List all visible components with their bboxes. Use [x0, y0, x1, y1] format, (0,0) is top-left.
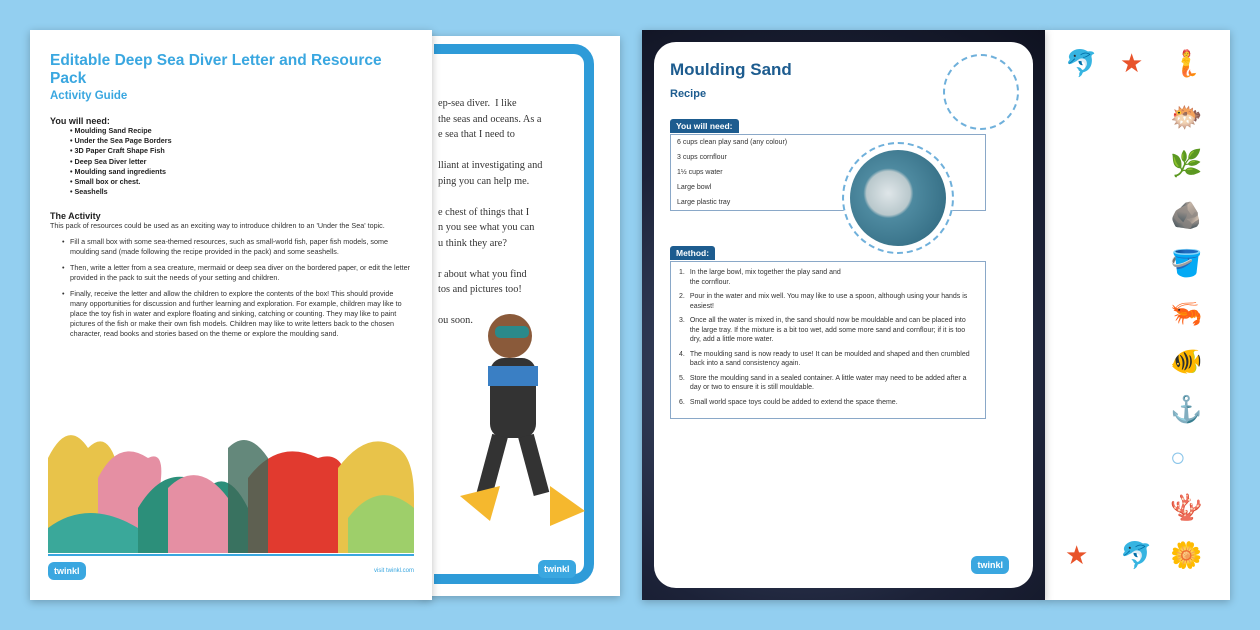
step-text: Store the moulding sand in a sealed container. A little water may need to be added after a day or two to ensure it is still mouldable. — [689, 374, 967, 391]
method-step — [679, 268, 977, 287]
step-text: Pour in the water and mix well. You may like to use a spoon, although using your hands is easiest! — [689, 293, 968, 310]
activity-guide-page — [30, 30, 432, 600]
pufferfish-icon: 🐡 — [1170, 102, 1203, 132]
page-subtitle: Activity Guide — [50, 90, 128, 102]
method-step — [679, 398, 977, 408]
twinkl-logo: twinkl — [538, 560, 576, 578]
letter-line: ep-sea diver. I like — [438, 98, 517, 109]
need-item: • Under the Sea Page Borders — [70, 136, 412, 146]
stickers-page — [1045, 30, 1230, 600]
moon-image — [842, 142, 954, 254]
starfish-icon: ★ — [1065, 540, 1089, 570]
need-item: • Deep Sea Diver letter — [70, 157, 412, 167]
need-heading: You will need: — [670, 119, 739, 133]
step-number: 4. — [679, 350, 685, 358]
seahorse-icon: 🌿 — [1170, 148, 1203, 178]
starfish-icon: ★ — [1120, 48, 1144, 78]
visit-link[interactable]: visit twinkl.com — [373, 568, 414, 574]
method-step — [679, 350, 977, 369]
twinkl-logo: twinkl — [48, 562, 86, 580]
ingredient-item: Large bowl — [677, 184, 712, 191]
diver-illustration — [440, 296, 610, 536]
letter-line: lliant at investigating and — [438, 160, 543, 171]
activity-item: • Then, write a letter from a sea creature, mermaid or deep sea diver on the bordered paper, or edit the letter provided in the pack to suit the needs of your setting and children. — [70, 263, 412, 283]
activity-list — [70, 237, 412, 339]
step-number: 3. — [679, 317, 685, 324]
method-heading: Method: — [670, 246, 715, 260]
letter-line: e chest of things that I — [438, 206, 530, 218]
activity-item: • Fill a small box with some sea-themed resources, such as small-world fish, paper fish models, some moulding sand (made following the recipe provided in the pack) and some seashells. — [70, 237, 412, 257]
page-title: Editable Deep Sea Diver Letter and Resource Pack — [50, 52, 382, 87]
step-text: Small world space toys could be added to extend the space theme. — [689, 398, 898, 406]
letter-line: n you see what you can — [438, 222, 535, 233]
ingredient-item: 1½ cups water — [677, 169, 723, 176]
need-item: • 3D Paper Craft Shape Fish — [70, 146, 412, 156]
recipe-subtitle: Recipe — [670, 88, 707, 100]
sponge-icon: 🌼 — [1170, 540, 1203, 570]
letter-line: r about what you find — [438, 268, 527, 280]
ingredient-item: 3 cups cornflour — [677, 154, 727, 161]
letter-line: e sea that I need to — [438, 129, 515, 140]
letter-page — [420, 36, 620, 596]
recipe-card — [654, 42, 1033, 588]
need-list — [70, 126, 412, 197]
need-item: • Moulding sand ingredients — [70, 167, 412, 177]
recipe-title: Moulding Sand — [670, 60, 792, 79]
need-heading: You will need: — [50, 116, 110, 126]
step-text: The moulding sand is now ready to use! It can be moulded and shaped and then crumbled back into a sand consistency again. — [689, 350, 970, 367]
dolphin-icon: 🐬 — [1120, 540, 1153, 570]
step-number: 1. — [679, 269, 685, 276]
step-number: 6. — [679, 398, 685, 406]
recipe-page — [642, 30, 1045, 600]
fish-icon: 🐠 — [1170, 346, 1203, 376]
mermaid-icon: 🧜 — [1170, 48, 1203, 78]
step-text: In the large bowl, mix together the play sand and the cornflour. — [689, 269, 841, 286]
letter-line: ou soon. — [438, 315, 473, 326]
letter-line: tos and pictures too! — [438, 284, 522, 295]
coral-icon: 🪸 — [1170, 492, 1203, 522]
need-item: • Small box or chest. — [70, 177, 412, 187]
need-item: • Seashells — [70, 187, 412, 197]
jar-icon — [943, 54, 1019, 130]
step-number: 5. — [679, 374, 685, 382]
page-footer — [48, 554, 414, 580]
method-step — [679, 292, 977, 311]
activity-item: • Finally, receive the letter and allow the children to explore the contents of the box! This should provide many opportunities for discussion and further learning and exploration. For example, children may like to place the toy fish in water and explore floating and sinking, catching or counting. They may like to paint pictures of the fish or make their own fish models. Children may like to write letters back to the chosen character, read books and stories based on the theme or explore the moulding sand. — [70, 289, 412, 339]
anchor-icon: ⚓ — [1170, 394, 1203, 424]
bubbles-icon: ○ — [1170, 442, 1186, 472]
method-step — [679, 374, 977, 393]
dolphin-icon: 🐬 — [1065, 48, 1098, 78]
coral-reef-illustration — [48, 418, 414, 553]
ingredient-item: 6 cups clean play sand (any colour) — [677, 139, 788, 146]
twinkl-logo: twinkl — [971, 556, 1009, 574]
rock-icon: 🪨 — [1170, 200, 1203, 230]
letter-line: the seas and oceans. As a — [438, 113, 542, 125]
step-text: Once all the water is mixed in, the sand should now be mouldable and can be placed into the large tray. If the mixture is a bit too wet, add some more sand and cornflour; if it is too dry, add a little more water. — [689, 317, 966, 343]
step-number: 2. — [679, 293, 685, 300]
method-list — [670, 261, 986, 419]
need-item: • Moulding Sand Recipe — [70, 126, 412, 136]
method-step — [679, 316, 977, 345]
activity-intro: This pack of resources could be used as an exciting way to introduce children to an 'Under the Sea' topic. — [50, 221, 385, 231]
bucket-icon: 🪣 — [1170, 248, 1203, 278]
letter-line: u think they are? — [438, 237, 507, 249]
ingredient-item: Large plastic tray — [677, 199, 731, 206]
crab-icon: 🦐 — [1170, 298, 1203, 328]
activity-heading: The Activity — [50, 211, 101, 222]
letter-line: ping you can help me. — [438, 175, 530, 187]
